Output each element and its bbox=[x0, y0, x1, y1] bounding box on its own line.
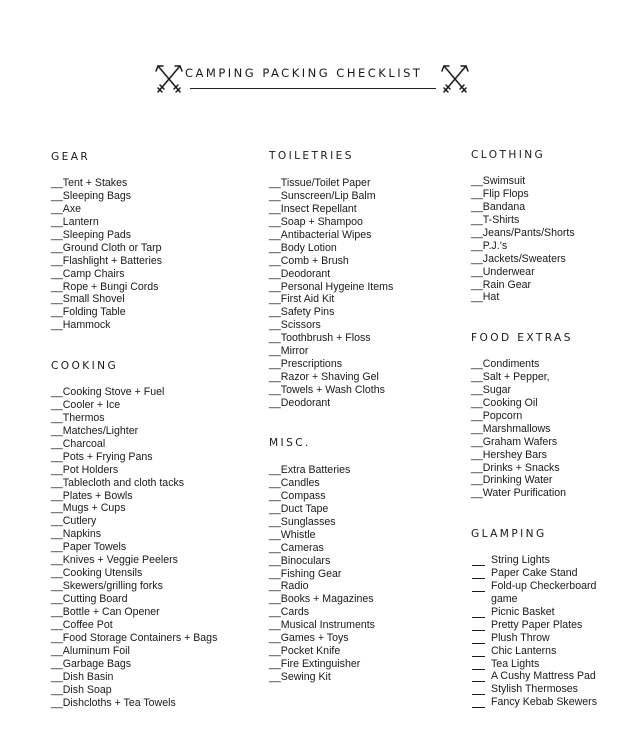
checklist-item[interactable]: __Rope + Bungi Cords bbox=[51, 280, 159, 293]
checklist-item[interactable]: Pretty Paper Plates bbox=[471, 619, 621, 632]
section-cooking bbox=[51, 360, 231, 709]
checklist-item[interactable]: __Games + Toys bbox=[269, 632, 349, 645]
checklist-item[interactable]: __Flip Flops bbox=[471, 187, 529, 200]
checklist-item[interactable]: __Soap + Shampoo bbox=[269, 215, 363, 228]
checklist-item[interactable]: Tea Lights bbox=[471, 658, 621, 671]
checklist-item[interactable]: __Scissors bbox=[269, 319, 321, 332]
checklist-item[interactable]: __Rain Gear bbox=[471, 278, 532, 291]
section-title: FOOD EXTRAS bbox=[471, 332, 573, 344]
checklist-item[interactable]: __Personal Hygeine Items bbox=[269, 280, 394, 293]
checklist-item[interactable]: __Compass bbox=[269, 489, 326, 502]
checklist-item[interactable]: __Pots + Frying Pans bbox=[51, 450, 153, 463]
section-title: COOKING bbox=[51, 360, 119, 372]
checklist bbox=[51, 386, 231, 709]
checklist-item[interactable]: Plush Throw bbox=[471, 632, 621, 645]
section-title: MISC. bbox=[269, 437, 311, 449]
crossed-arrows-icon bbox=[154, 62, 184, 96]
checklist-item[interactable]: __Whistle bbox=[269, 528, 316, 541]
checklist-item[interactable]: __Swimsuit bbox=[471, 175, 526, 187]
checklist-item[interactable]: __Razor + Shaving Gel bbox=[269, 371, 379, 384]
checklist-item[interactable]: Paper Cake Stand bbox=[471, 567, 621, 580]
checklist-item[interactable]: __Radio bbox=[269, 580, 309, 593]
checklist-item[interactable]: Chic Lanterns bbox=[471, 645, 621, 658]
checklist-item[interactable]: __Jackets/Sweaters bbox=[471, 252, 566, 265]
header bbox=[0, 58, 628, 98]
checklist-item[interactable]: __Garbage Bags bbox=[51, 657, 132, 670]
checklist-item[interactable]: __Cooler + Ice bbox=[51, 398, 121, 411]
checklist-item[interactable]: __Tissue/Toilet Paper bbox=[269, 177, 371, 189]
checklist-item[interactable]: __Camp Chairs bbox=[51, 267, 125, 280]
checklist-item[interactable]: Fancy Kebab Skewers bbox=[471, 696, 621, 709]
checklist-item[interactable]: __Jeans/Pants/Shorts bbox=[471, 226, 575, 239]
page-title: CAMPING PACKING CHECKLIST bbox=[185, 66, 423, 80]
checklist-item[interactable]: __Comb + Brush bbox=[269, 254, 349, 267]
checklist-item[interactable]: __Cutting Board bbox=[51, 593, 128, 605]
checklist-item[interactable]: __Dishcloths + Tea Towels bbox=[51, 696, 176, 709]
checklist-item[interactable]: __Dish Basin bbox=[51, 670, 114, 683]
checklist-item[interactable]: __Sleeping Bags bbox=[51, 189, 132, 202]
section-gear bbox=[51, 151, 231, 332]
checklist-item[interactable]: __Candles bbox=[269, 476, 320, 489]
checklist-item[interactable]: __Mirror bbox=[269, 345, 309, 358]
checklist-item[interactable]: __Knives + Veggie Peelers bbox=[51, 554, 178, 567]
checklist-item[interactable]: __Axe bbox=[51, 202, 82, 215]
checklist-item[interactable]: __Tablecloth and cloth tacks bbox=[51, 476, 185, 489]
checklist-item[interactable]: __Condiments bbox=[471, 358, 540, 370]
checklist-item[interactable]: __First Aid Kit bbox=[269, 293, 335, 306]
checklist-item[interactable]: __Cooking Oil bbox=[471, 396, 538, 409]
checklist bbox=[269, 464, 449, 684]
checklist-item[interactable]: __Toothbrush + Floss bbox=[269, 332, 371, 345]
checklist-item[interactable]: __Sunscreen/Lip Balm bbox=[269, 189, 376, 202]
checklist-item[interactable]: __T-Shirts bbox=[471, 213, 520, 226]
checklist-item[interactable]: __Paper Towels bbox=[51, 541, 127, 554]
checklist-item[interactable]: __Sewing Kit bbox=[269, 671, 331, 683]
checklist-item[interactable]: A Cushy Mattress Pad bbox=[471, 670, 621, 683]
checklist-item[interactable]: Stylish Thermoses bbox=[471, 683, 621, 696]
checklist-item[interactable]: Fold-up Checkerboard bbox=[471, 580, 621, 593]
checklist-item[interactable]: __Napkins bbox=[51, 528, 102, 541]
checklist-item[interactable]: __Cutlery bbox=[51, 515, 97, 528]
checklist-item[interactable]: __Cameras bbox=[269, 541, 324, 554]
checklist-item[interactable]: __Bottle + Can Opener bbox=[51, 605, 160, 618]
checklist-item[interactable]: __Extra Batteries bbox=[269, 464, 351, 476]
section-title: TOILETRIES bbox=[269, 150, 354, 162]
section-misc bbox=[269, 437, 449, 684]
checklist-item[interactable]: __Water Purification bbox=[471, 487, 566, 500]
checklist-item[interactable]: __Drinking Water bbox=[471, 474, 553, 487]
checklist-item[interactable]: __Salt + Pepper, bbox=[471, 370, 550, 383]
checklist-item[interactable]: __Fishing Gear bbox=[269, 567, 342, 580]
checklist-item[interactable]: __Ground Cloth or Tarp bbox=[51, 241, 162, 254]
checklist-item[interactable]: __Food Storage Containers + Bags bbox=[51, 631, 218, 644]
checklist-item[interactable]: __Plates + Bowls bbox=[51, 489, 133, 502]
checklist-item[interactable]: String Lights bbox=[471, 554, 621, 567]
checklist-item[interactable]: __Binoculars bbox=[269, 554, 331, 567]
checklist-item[interactable]: __Hammock bbox=[51, 319, 111, 332]
section-clothing bbox=[471, 149, 628, 304]
section-title: CLOTHING bbox=[471, 149, 546, 161]
checklist-item[interactable]: __Cooking Stove + Fuel bbox=[51, 386, 165, 398]
checklist-item[interactable]: __Bandana bbox=[471, 200, 526, 213]
checklist-item[interactable]: __Mugs + Cups bbox=[51, 502, 126, 515]
checklist-item[interactable]: __Lantern bbox=[51, 215, 99, 228]
checklist-item[interactable]: Picnic Basket bbox=[471, 606, 621, 619]
checklist-item[interactable]: __Popcorn bbox=[471, 409, 523, 422]
checklist bbox=[471, 358, 628, 500]
checklist-item[interactable]: __Safety Pins bbox=[269, 306, 335, 319]
title-underline bbox=[190, 88, 436, 89]
checklist-item[interactable]: __Pocket Knife bbox=[269, 645, 341, 658]
checklist-item[interactable]: __Deodorant bbox=[269, 396, 331, 409]
checklist-item[interactable]: __Hershey Bars bbox=[471, 448, 547, 461]
section-food-extras bbox=[471, 332, 628, 500]
section-title: GLAMPING bbox=[471, 528, 547, 540]
checklist-item[interactable]: __Prescriptions bbox=[269, 358, 343, 371]
checklist-item[interactable]: __Body Lotion bbox=[269, 241, 337, 254]
checklist-item[interactable]: __Cooking Utensils bbox=[51, 567, 143, 580]
checklist-item: game bbox=[491, 592, 518, 605]
section-glamping bbox=[471, 528, 621, 709]
section-title: GEAR bbox=[51, 151, 91, 163]
checklist-item[interactable]: __Sunglasses bbox=[269, 515, 336, 528]
checklist-item[interactable]: __Books + Magazines bbox=[269, 593, 374, 606]
checklist-item[interactable]: __Underwear bbox=[471, 265, 535, 278]
checklist-item[interactable]: __Graham Wafers bbox=[471, 435, 558, 448]
checklist bbox=[471, 554, 621, 709]
checklist-item[interactable]: __Fire Extinguisher bbox=[269, 658, 361, 671]
crossed-arrows-icon bbox=[440, 62, 470, 96]
checklist-item[interactable]: __Dish Soap bbox=[51, 683, 112, 696]
checklist bbox=[471, 175, 628, 304]
checklist-item[interactable]: __Flashlight + Batteries bbox=[51, 254, 163, 267]
checklist-item[interactable]: __Hat bbox=[471, 291, 500, 304]
checklist-item[interactable]: __Sugar bbox=[471, 383, 512, 396]
checklist-item[interactable]: __Small Shovel bbox=[51, 293, 125, 306]
checklist-item[interactable]: __Drinks + Snacks bbox=[471, 461, 560, 474]
checklist-item[interactable]: __Coffee Pot bbox=[51, 618, 113, 631]
checklist-item[interactable]: __Deodorant bbox=[269, 267, 331, 280]
checklist-item[interactable]: __Marshmallows bbox=[471, 422, 551, 435]
checklist-item[interactable]: __Skewers/grilling forks bbox=[51, 580, 163, 593]
checklist bbox=[269, 177, 449, 410]
checklist-item[interactable]: __Matches/Lighter bbox=[51, 424, 139, 437]
checklist bbox=[51, 177, 231, 332]
checklist-item[interactable]: __Cards bbox=[269, 606, 310, 619]
checklist-item[interactable]: __Thermos bbox=[51, 411, 105, 424]
checklist-item[interactable]: __Pot Holders bbox=[51, 463, 119, 476]
checklist-item[interactable]: __Musical Instruments bbox=[269, 619, 375, 632]
checklist-item[interactable]: __Sleeping Pads bbox=[51, 228, 132, 241]
checklist-item[interactable]: __P.J.’s bbox=[471, 239, 508, 252]
checklist-item[interactable]: __Antibacterial Wipes bbox=[269, 228, 372, 241]
checklist-item[interactable]: __Towels + Wash Cloths bbox=[269, 384, 385, 396]
checklist-item[interactable]: __Aluminum Foil bbox=[51, 644, 130, 657]
checklist-item[interactable]: __Folding Table bbox=[51, 306, 126, 319]
checklist-item[interactable]: __Charcoal bbox=[51, 437, 106, 450]
checklist-item[interactable]: __Tent + Stakes bbox=[51, 177, 128, 189]
checklist-item[interactable]: __Insect Repellant bbox=[269, 202, 357, 215]
section-toiletries bbox=[269, 150, 449, 410]
checklist-item[interactable]: __Duct Tape bbox=[269, 502, 329, 515]
